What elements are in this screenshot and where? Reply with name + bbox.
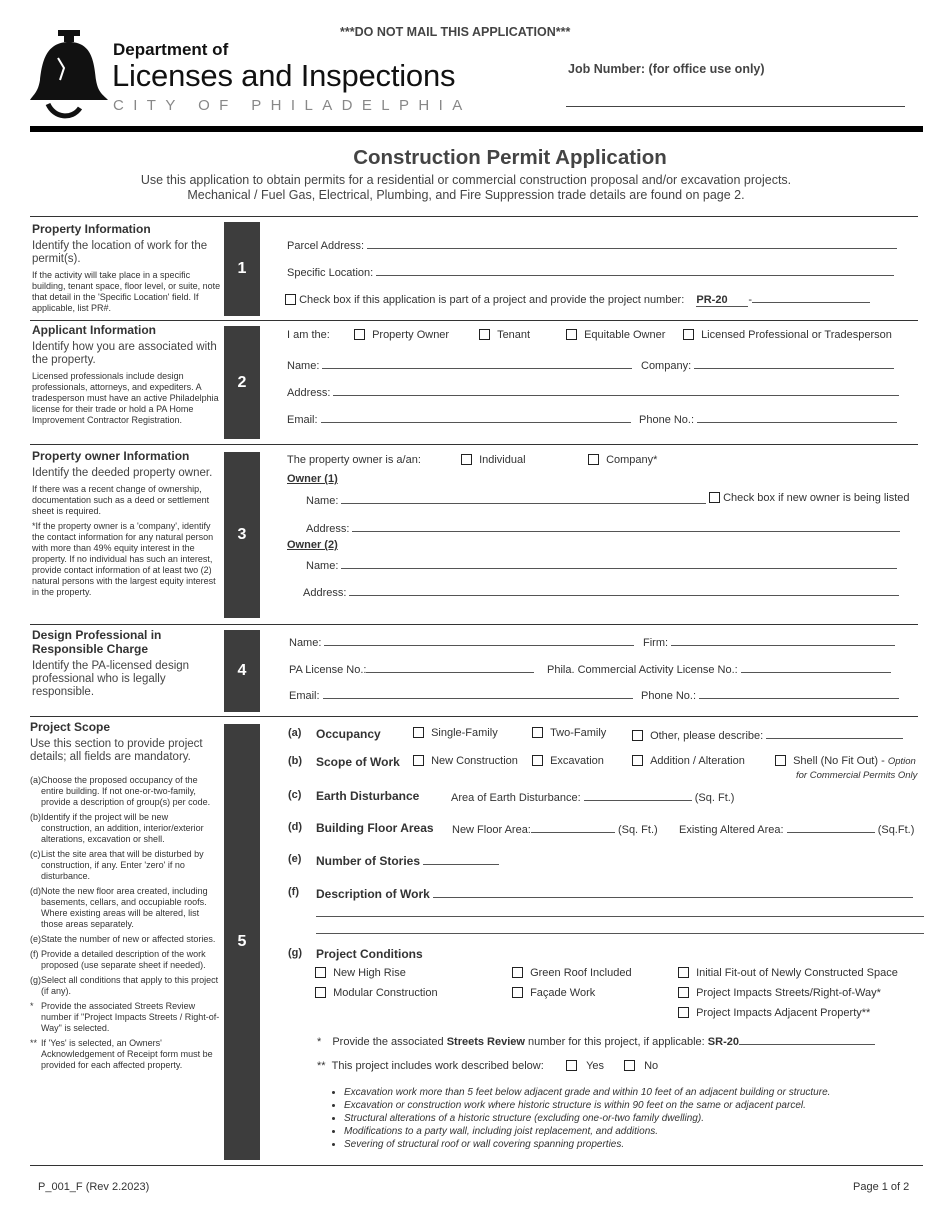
- parcel-address-row: [287, 237, 897, 252]
- description-input-line-1[interactable]: [433, 886, 913, 898]
- dept-line-1: Department of: [113, 40, 229, 59]
- licensed-label: Licensed Professional or Tradesperson: [701, 329, 892, 341]
- condition-adjacent[interactable]: [678, 1007, 870, 1019]
- earth-area-unit: (Sq. Ft.): [694, 792, 735, 804]
- work-bullet: • Modifications to a party wall, including joist replacement, and additions.: [344, 1125, 930, 1138]
- section-note: Licensed professionals include design professionals, attorneys, and expediters. A tradesperson must have an active Philadelphia license for their trade or hold a PA Home Improvement Contractor Registration.: [32, 371, 219, 425]
- occupancy-label: Occupancy: [316, 727, 381, 741]
- streets-bold: Streets Review: [446, 1036, 525, 1048]
- phone-label: Phone No.:: [639, 414, 695, 426]
- role-equitable-owner[interactable]: [566, 329, 665, 341]
- section-description: Identify the deeded property owner.: [32, 467, 213, 479]
- yes-label: Yes: [586, 1060, 605, 1072]
- applicant-email-input[interactable]: [321, 411, 631, 423]
- section-1-info: [32, 222, 224, 314]
- pa-license-label: PA License No.:: [289, 664, 367, 676]
- new-floor-label: New Floor Area:: [452, 824, 531, 836]
- section-heading: Property Information: [32, 222, 151, 236]
- floor-label: Building Floor Areas: [316, 821, 434, 835]
- condition-streets[interactable]: [678, 987, 881, 999]
- earth-label: Earth Disturbance: [316, 789, 420, 803]
- new-floor-unit: (Sq. Ft.): [617, 824, 658, 836]
- designer-name-input[interactable]: [324, 634, 634, 646]
- addition-alteration-checkbox[interactable]: [632, 755, 643, 766]
- earth-area-label: Area of Earth Disturbance:: [451, 792, 581, 804]
- yes-checkbox[interactable]: [566, 1060, 577, 1071]
- no-checkbox[interactable]: [624, 1060, 635, 1071]
- section-description: Identify how you are associated with the property.: [32, 341, 217, 366]
- pa-license-input[interactable]: [366, 661, 534, 673]
- designer-phone-row: [641, 687, 899, 702]
- two-family-checkbox[interactable]: [532, 727, 543, 738]
- scope-note-key: (d): [30, 886, 41, 896]
- excavation-label: Excavation: [550, 755, 604, 767]
- stories-key: (e): [288, 853, 302, 865]
- licensed-checkbox[interactable]: [683, 329, 694, 340]
- section-divider: [30, 716, 918, 717]
- owner-type-label: The property owner is a/an:: [287, 454, 421, 466]
- address-label: Address:: [303, 587, 347, 599]
- single-family-checkbox[interactable]: [413, 727, 424, 738]
- phila-license-input[interactable]: [741, 661, 891, 673]
- conditions-key: (g): [288, 947, 303, 959]
- scope-note-key: (a): [30, 775, 41, 785]
- section-description: Use this section to provide project details; all fields are mandatory.: [30, 738, 203, 763]
- equitable-owner-label: Equitable Owner: [584, 329, 666, 341]
- scope-note-text: Choose the proposed occupancy of the entire building. If not one-or-two-family, provide a description of group(s) per code.: [41, 775, 211, 807]
- phila-license-row: [547, 661, 891, 676]
- section-note: *If the property owner is a 'company', identify the contact information for any natural person with more than 49% equity interest in the property. If no individual has such an interest, provide contact information of at least two (2) natural persons with the largest equity interest in the property.: [32, 521, 216, 597]
- description-input-line-3[interactable]: [316, 933, 924, 934]
- condition-high-rise[interactable]: [315, 967, 406, 979]
- company-checkbox[interactable]: [588, 454, 599, 465]
- company-type-label: Company*: [606, 454, 658, 466]
- scope-shell[interactable]: [775, 755, 916, 767]
- fitout-checkbox[interactable]: [678, 967, 689, 978]
- designer-firm-row: [643, 634, 895, 649]
- tenant-checkbox[interactable]: [479, 329, 490, 340]
- owner-1-name-row: [306, 492, 706, 507]
- role-property-owner[interactable]: [354, 329, 449, 341]
- scope-note-key: (c): [30, 849, 41, 859]
- designer-firm-input[interactable]: [671, 634, 895, 646]
- scope-note-text: Select all conditions that apply to this project (if any).: [41, 975, 219, 996]
- phone-label: Phone No.:: [641, 690, 697, 702]
- scope-note: [30, 1038, 220, 1071]
- company-label: Company:: [641, 360, 692, 372]
- scope-note-text: Provide a detailed description of the work proposed (use separate sheet if needed).: [41, 949, 206, 970]
- pa-license-row: [289, 661, 534, 676]
- scope-note-text: List the site area that will be disturbed by construction, if any. Enter 'zero' if no disturbance.: [41, 849, 204, 881]
- scope-note: [30, 775, 220, 808]
- scope-note: [30, 975, 220, 997]
- parcel-address-label: Parcel Address:: [287, 240, 365, 252]
- new-construction-checkbox[interactable]: [413, 755, 424, 766]
- scope-note-key: *: [30, 1001, 34, 1011]
- pr-prefix: PR-20: [696, 294, 728, 306]
- project-number-input[interactable]: [696, 294, 748, 307]
- facade-checkbox[interactable]: [512, 987, 523, 998]
- scope-note-text: Provide the associated Streets Review number if "Project Impacts Streets / Right-of-Way" is selected.: [41, 1001, 220, 1033]
- section-description: Identify the location of work for the permit(s).: [32, 240, 208, 265]
- applicant-name-input[interactable]: [322, 357, 632, 369]
- role-tenant[interactable]: [479, 329, 530, 341]
- equitable-owner-checkbox[interactable]: [566, 329, 577, 340]
- owner-1-name-input[interactable]: [341, 492, 706, 504]
- scope-note: [30, 849, 220, 882]
- section-5-info: [30, 720, 222, 764]
- condition-facade[interactable]: [512, 987, 595, 999]
- work-bullet: • Excavation or construction work where historic structure is within 90 feet on the same or adjacent parcel.: [344, 1099, 930, 1112]
- new-construction-label: New Construction: [431, 755, 518, 767]
- individual-label: Individual: [479, 454, 526, 466]
- applicant-phone-row: [639, 411, 897, 426]
- scope-note: [30, 1001, 220, 1034]
- name-label: Name:: [306, 495, 339, 507]
- section-heading: Project Scope: [30, 720, 111, 734]
- scope-key: (b): [288, 755, 303, 767]
- earth-key: (c): [288, 789, 302, 801]
- stories-label: Number of Stories: [316, 854, 421, 868]
- applicant-company-input[interactable]: [694, 357, 894, 369]
- applicant-address-row: [287, 384, 899, 399]
- streets-checkbox[interactable]: [678, 987, 689, 998]
- role-licensed[interactable]: [683, 329, 892, 341]
- section-heading: Applicant Information: [32, 323, 156, 337]
- green-roof-label: Green Roof Included: [530, 967, 632, 979]
- work-bullet: • Structural alterations of a historic structure (excluding one-or-two family dwelling).: [344, 1112, 930, 1125]
- description-label: Description of Work: [316, 887, 430, 901]
- parcel-address-input[interactable]: [367, 237, 897, 249]
- job-number-label: Job Number: (for office use only): [568, 62, 765, 76]
- new-owner-label: Check box if new owner is being listed: [723, 492, 910, 504]
- designer-email-input[interactable]: [323, 687, 633, 699]
- specific-location-input[interactable]: [376, 264, 894, 276]
- adjacent-work-row: [317, 1060, 544, 1072]
- section-divider: [30, 216, 918, 217]
- owner-2-address-input[interactable]: [349, 584, 899, 596]
- scope-note-text: State the number of new or affected stories.: [41, 934, 216, 944]
- dept-city: CITY OF PHILADELPHIA: [113, 97, 472, 114]
- fitout-label: Initial Fit-out of Newly Constructed Space: [696, 967, 898, 979]
- scope-note-key: (e): [30, 934, 41, 944]
- existing-area-input[interactable]: [787, 821, 875, 833]
- addition-alteration-label: Addition / Alteration: [650, 755, 745, 767]
- scope-addition[interactable]: [632, 755, 745, 767]
- facade-label: Façade Work: [530, 987, 596, 999]
- owner-2-name-row: [306, 557, 897, 572]
- work-text: This project includes work described below:: [331, 1060, 544, 1072]
- section-divider: [30, 444, 918, 445]
- address-label: Address:: [306, 523, 350, 535]
- email-label: Email:: [289, 690, 320, 702]
- streets-label: Project Impacts Streets/Right-of-Way*: [696, 987, 881, 999]
- page-number: Page 1 of 2: [853, 1181, 910, 1193]
- streets-star: *: [317, 1036, 322, 1048]
- section-note: If there was a recent change of ownership, documentation such as a deed or settlement sheet is required.: [32, 484, 210, 516]
- modular-label: Modular Construction: [333, 987, 438, 999]
- stories-input[interactable]: [423, 853, 499, 865]
- section-number-3: 3: [224, 452, 260, 618]
- scope-note-text: Identify if the project will be new construction, an addition, interior/exterior alterations, excavation or shell.: [41, 812, 204, 844]
- scope-note-text: If 'Yes' is selected, an Owners' Acknowledgement of Receipt form must be provided for each affected property.: [41, 1038, 213, 1070]
- occupancy-two[interactable]: [532, 727, 606, 739]
- specific-location-row: [287, 264, 894, 279]
- other-occupancy-label: Other, please describe:: [650, 730, 764, 742]
- page-title: Construction Permit Application: [353, 146, 667, 169]
- single-family-label: Single-Family: [431, 727, 498, 739]
- section-number-2: 2: [224, 326, 260, 439]
- section-note: If the activity will take place in a specific building, tenant space, floor level, or suite, note that detail in the 'Specific Location' field. If applicable, list PR#.: [32, 270, 221, 313]
- section-number-4: 4: [224, 630, 260, 712]
- section-description: Identify the PA-licensed design professional who is legally responsible.: [32, 660, 190, 698]
- section-heading: Property owner Information: [32, 449, 190, 463]
- section-number-5: 5: [224, 724, 260, 1160]
- pr-dash: -: [748, 294, 753, 306]
- scope-label: Scope of Work: [316, 755, 400, 769]
- other-occupancy-input[interactable]: [766, 727, 903, 739]
- firm-label: Firm:: [643, 637, 669, 649]
- stories-row: [316, 853, 499, 868]
- other-occupancy-checkbox[interactable]: [632, 730, 643, 741]
- high-rise-label: New High Rise: [333, 967, 406, 979]
- streets-review-input[interactable]: [739, 1033, 875, 1045]
- shell-checkbox[interactable]: [775, 755, 786, 766]
- existing-area-label: Existing Altered Area:: [679, 824, 784, 836]
- occupancy-key: (a): [288, 727, 302, 739]
- section-divider: [30, 1165, 923, 1166]
- designer-email-row: [289, 687, 633, 702]
- individual-checkbox[interactable]: [461, 454, 472, 465]
- designer-phone-input[interactable]: [699, 687, 899, 699]
- streets-post: number for this project, if applicable:: [528, 1036, 705, 1048]
- no-label: No: [644, 1060, 659, 1072]
- project-number-row: [285, 291, 870, 307]
- owner-type-individual[interactable]: [461, 454, 526, 466]
- earth-area-input[interactable]: [584, 789, 692, 801]
- designer-name-row: [289, 634, 634, 649]
- description-key: (f): [288, 886, 299, 898]
- owner-1-address-input[interactable]: [352, 520, 900, 532]
- do-not-mail-notice: ***DO NOT MAIL THIS APPLICATION***: [340, 25, 571, 39]
- conditions-label: Project Conditions: [316, 947, 423, 961]
- occupancy-single[interactable]: [413, 727, 498, 739]
- existing-area-unit: (Sq.Ft.): [877, 824, 915, 836]
- section-4-info: [32, 628, 224, 699]
- applicant-company-row: [641, 357, 894, 372]
- description-row: [316, 886, 913, 901]
- streets-pre: Provide the associated: [332, 1036, 444, 1048]
- specific-location-label: Specific Location:: [287, 267, 374, 279]
- excavation-checkbox[interactable]: [532, 755, 543, 766]
- dept-line-2: Licenses and Inspections: [112, 58, 456, 93]
- condition-modular[interactable]: [315, 987, 438, 999]
- green-roof-checkbox[interactable]: [512, 967, 523, 978]
- modular-checkbox[interactable]: [315, 987, 326, 998]
- scope-note-text: Note the new floor area created, including basements, cellars, and occupiable roofs. Where existing areas will be altered, list those areas separately.: [41, 886, 208, 929]
- sr-prefix: SR-20: [707, 1036, 739, 1048]
- liberty-bell-logo: [28, 28, 108, 120]
- condition-fitout[interactable]: [678, 967, 898, 979]
- subtitle-line-2: Mechanical / Fuel Gas, Electrical, Plumbing, and Fire Suppression trade details are found on page 2.: [187, 188, 745, 202]
- scope-note: [30, 812, 220, 845]
- existing-area-row: [679, 821, 914, 836]
- scope-note: [30, 886, 220, 930]
- subtitle-line-1: Use this application to obtain permits for a residential or commercial construction proposal and/or excavation projects.: [140, 173, 792, 187]
- phila-license-label: Phila. Commercial Activity License No.:: [547, 664, 738, 676]
- scope-note: [30, 934, 220, 945]
- new-owner-checkbox[interactable]: [709, 492, 720, 503]
- scope-excavation[interactable]: [532, 755, 604, 767]
- owner-2-address-row: [303, 584, 899, 599]
- form-id: P_001_F (Rev 2.2023): [38, 1181, 150, 1193]
- scope-note: [30, 949, 220, 971]
- name-label: Name:: [289, 637, 322, 649]
- applicant-name-row: [287, 357, 632, 372]
- section-5-notes: [30, 775, 220, 1075]
- email-label: Email:: [287, 414, 318, 426]
- shell-label: Shell (No Fit Out) -: [793, 755, 885, 767]
- work-star: **: [317, 1060, 326, 1072]
- shell-note-1: Option: [887, 756, 916, 767]
- property-owner-checkbox[interactable]: [354, 329, 365, 340]
- condition-green-roof[interactable]: [512, 967, 632, 979]
- section-2-info: [32, 323, 224, 426]
- applicant-address-input[interactable]: [333, 384, 899, 396]
- scope-note-key: (b): [30, 812, 41, 822]
- name-label: Name:: [306, 560, 339, 572]
- project-check-label: Check box if this application is part of a project and provide the project number:: [299, 294, 685, 306]
- name-label: Name:: [287, 360, 320, 372]
- adjacent-label: Project Impacts Adjacent Property**: [696, 1007, 871, 1019]
- owner-1-address-row: [306, 520, 900, 535]
- high-rise-checkbox[interactable]: [315, 967, 326, 978]
- owner-1-heading: Owner (1): [287, 473, 338, 485]
- job-number-field[interactable]: [566, 106, 905, 107]
- section-divider: [30, 320, 918, 321]
- scope-note-key: (g): [30, 975, 41, 985]
- project-checkbox[interactable]: [285, 294, 296, 305]
- scope-note-key: **: [30, 1038, 38, 1048]
- two-family-label: Two-Family: [550, 727, 607, 739]
- owner-2-name-input[interactable]: [341, 557, 897, 569]
- section-heading: Design Professional in Responsible Charge: [32, 628, 162, 656]
- applicant-role-row: [287, 329, 330, 341]
- earth-area-row: [451, 789, 734, 804]
- description-input-line-2[interactable]: [316, 916, 924, 917]
- new-floor-row: [452, 821, 658, 836]
- work-bullets: [330, 1086, 930, 1151]
- property-owner-label: Property Owner: [372, 329, 450, 341]
- section-3-info: [32, 449, 224, 598]
- project-number-suffix-input[interactable]: [752, 291, 870, 303]
- floor-key: (d): [288, 821, 303, 833]
- header-rule: [30, 126, 923, 132]
- section-divider: [30, 624, 918, 625]
- owner-2-heading: Owner (2): [287, 539, 338, 551]
- new-owner-check-row[interactable]: [709, 492, 910, 504]
- section-number-1: 1: [224, 222, 260, 316]
- shell-note-2: for Commercial Permits Only: [796, 770, 918, 781]
- iam-label: I am the:: [287, 329, 330, 341]
- applicant-email-row: [287, 411, 631, 426]
- new-floor-input[interactable]: [531, 821, 615, 833]
- streets-review-row: [317, 1033, 875, 1048]
- work-yes[interactable]: [566, 1060, 604, 1072]
- occupancy-other: [632, 727, 903, 742]
- owner-type-company[interactable]: [588, 454, 657, 466]
- adjacent-checkbox[interactable]: [678, 1007, 689, 1018]
- work-bullet: • Excavation work more than 5 feet below adjacent grade and within 10 feet of an adjacent building or structure.: [344, 1086, 930, 1099]
- applicant-phone-input[interactable]: [697, 411, 897, 423]
- owner-type-row: [287, 454, 421, 466]
- address-label: Address:: [287, 387, 331, 399]
- tenant-label: Tenant: [497, 329, 531, 341]
- scope-note-key: (f): [30, 949, 39, 959]
- work-bullet: • Severing of structural roof or wall covering spanning properties.: [344, 1138, 930, 1151]
- scope-new[interactable]: [413, 755, 518, 767]
- work-no[interactable]: [624, 1060, 658, 1072]
